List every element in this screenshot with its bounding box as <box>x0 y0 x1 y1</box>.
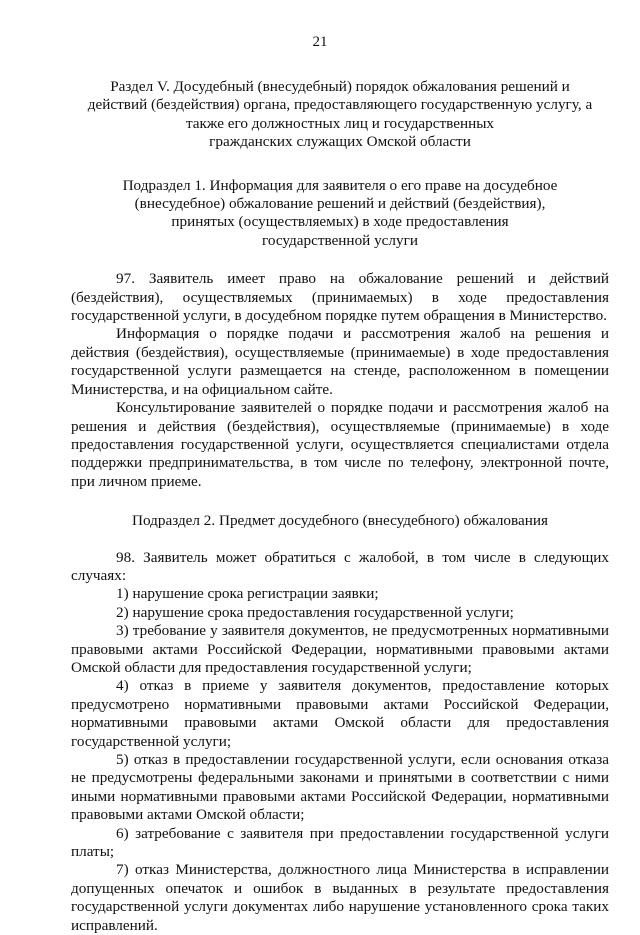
list-item: 3) требование у заявителя документов, не предусмотренных нормативными правовыми актами Российской Федерации, нормативными правовыми актами Омской области для предоставления государственной услуги; <box>71 622 609 676</box>
list-item: 5) отказ в предоставлении государственной услуги, если основания отказа не предусмотрены федеральными законами и принятыми в соответствии с ними иными нормативными правовыми актами Российской Федерации, нормативными правовыми актами Омской области; <box>71 751 609 824</box>
list-item: 4) отказ в приеме у заявителя документов, предоставление которых предусмотрено нормативными правовыми актами Российской Федерации, нормативными правовыми актами Омской области для предоставления государственной услуги; <box>71 677 609 750</box>
paragraph: 98. Заявитель может обратиться с жалобой, в том числе в следующих случаях: <box>71 548 609 584</box>
paragraph: Информация о порядке подачи и рассмотрения жалоб на решения и действия (бездействия), осуществляемые (принимаемые) в ходе предоставления государственной услуги размещается на стенде, расположенном в помещении Министерства, и на официальном сайте. <box>71 325 609 398</box>
page-content <box>71 78 609 935</box>
section-title: Раздел V. Досудебный (внесудебный) порядок обжалования решений и действий (бездействия) органа, предоставляющего государственную услугу, а также его должностных лиц и государственных гражданских служащих Омской области <box>87 78 593 151</box>
paragraph: 97. Заявитель имеет право на обжалование решений и действий (бездействия), осуществляемых (принимаемых) в ходе предоставления государственной услуги, в досудебном порядке путем обращения в Министерство. <box>71 270 609 325</box>
paragraph: Консультирование заявителей о порядке подачи и рассмотрения жалоб на решения и действия (бездействия), осуществляемые (принимаемые) в ходе предоставления государственной услуги, осуществляется специалистами отдела поддержки предпринимательства, в том числе по телефону, электронной почте, при личном приеме. <box>71 399 609 490</box>
list-item: 2) нарушение срока предоставления государственной услуги; <box>116 603 514 621</box>
subsection-1-title: Подраздел 1. Информация для заявителя о его праве на досудебное (внесудебное) обжалование решений и действий (бездействия), принятых (осуществляемых) в ходе предоставления государственной услуги <box>122 176 558 249</box>
list-item: 1) нарушение срока регистрации заявки; <box>116 585 379 603</box>
page-number: 21 <box>312 34 328 50</box>
list-item: 7) отказ Министерства, должностного лица Министерства в исправлении допущенных опечаток и ошибок в выданных в результате предоставления государственной услуги документах либо нарушение установленного срока таких исправлений. <box>71 861 609 934</box>
subsection-2-title: Подраздел 2. Предмет досудебного (внесудебного) обжалования <box>132 512 548 530</box>
list-item: 6) затребование с заявителя при предоставлении государственной услуги платы; <box>71 824 609 861</box>
